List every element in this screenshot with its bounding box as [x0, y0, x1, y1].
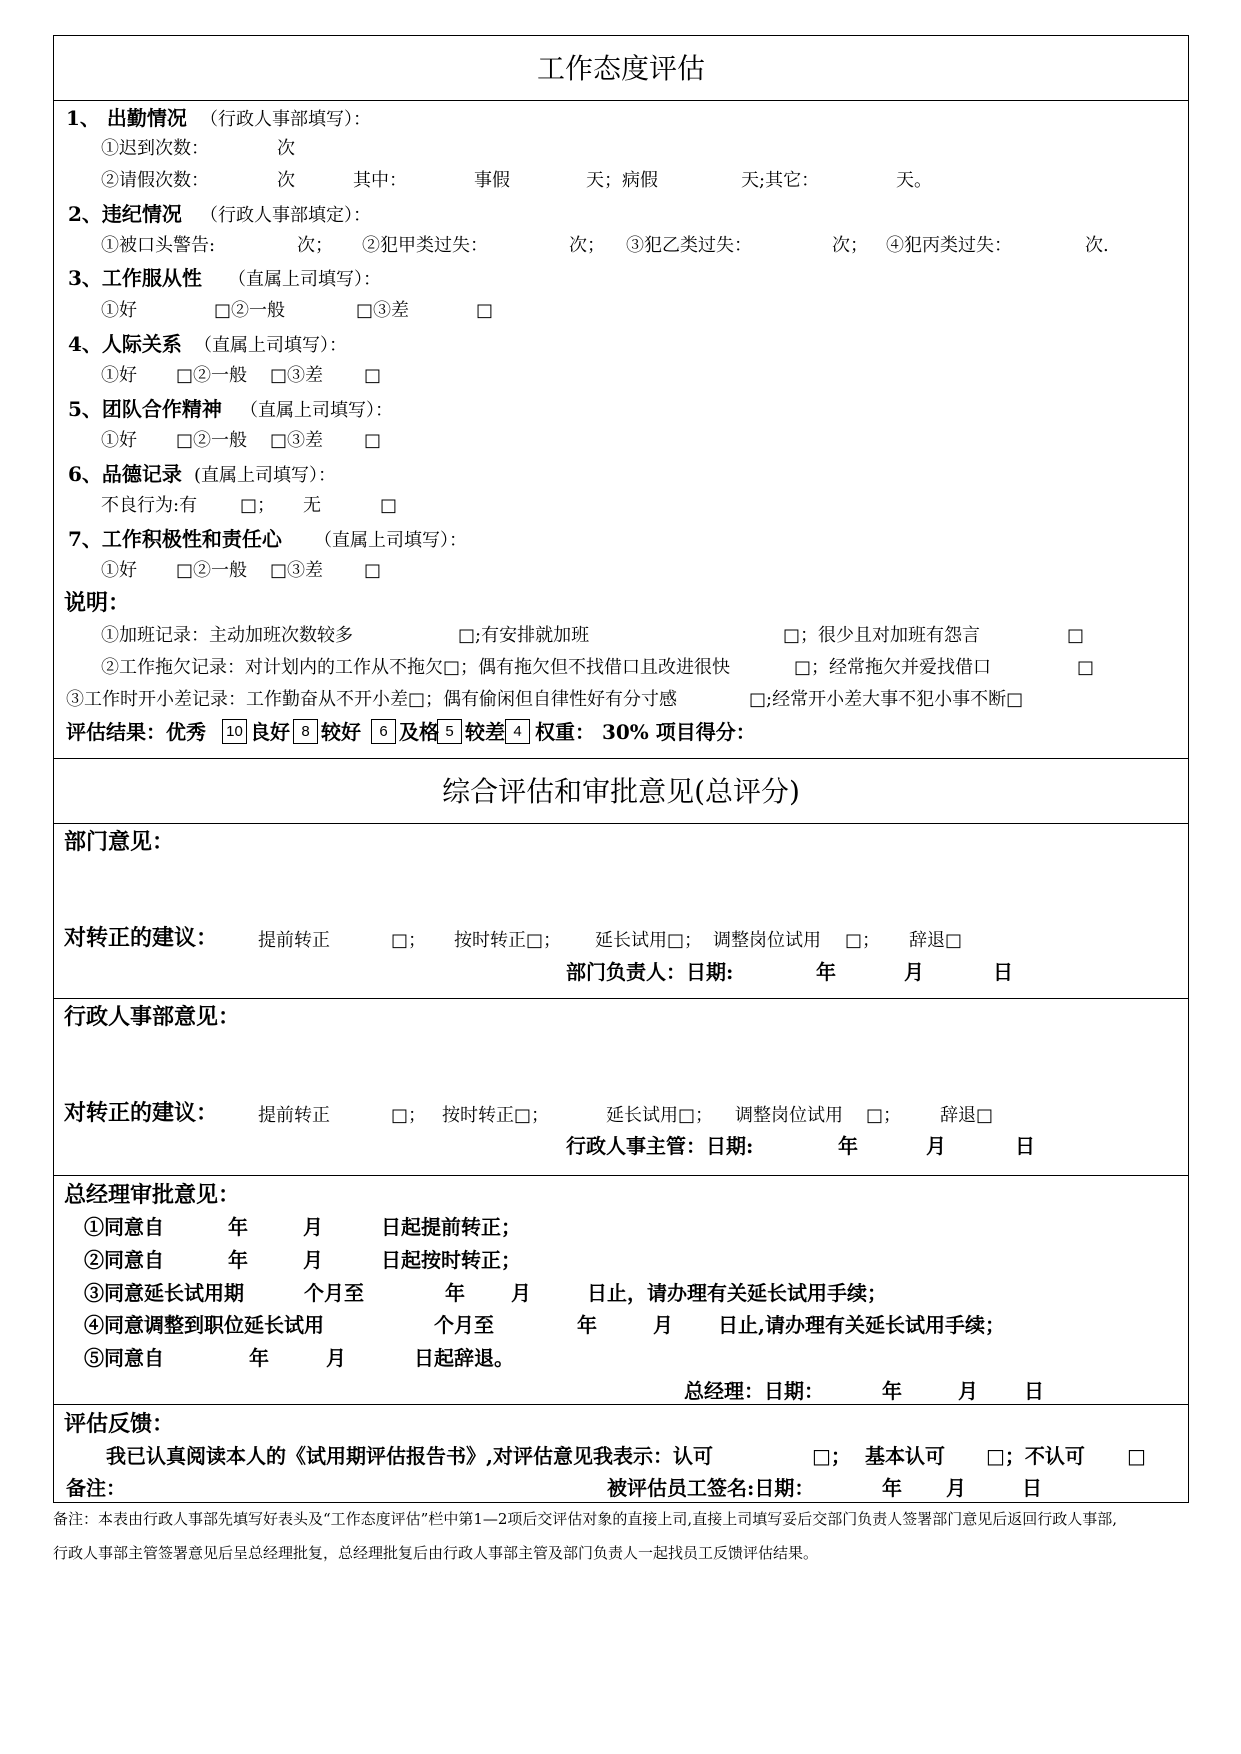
feedback-basic-approve[interactable]: 基本认可	[865, 1444, 945, 1468]
score-excellent: 10	[222, 719, 247, 744]
s3-option-average[interactable]: □②一般	[214, 300, 286, 321]
s3-option-poor[interactable]: □③差	[356, 300, 410, 321]
hr-signature-date: 行政人事主管：日期:	[566, 1134, 754, 1158]
class-b-unit: 次；	[832, 235, 868, 256]
score-good: 8	[293, 719, 318, 744]
pass-label: 及格	[399, 720, 439, 744]
leave-end: 天。	[896, 170, 932, 191]
gm-year: 年	[882, 1379, 902, 1403]
hr-year: 年	[838, 1134, 858, 1158]
gm-l5-month: 月	[326, 1346, 346, 1370]
score-poor: 4	[505, 719, 530, 744]
dept-ontime-option[interactable]: 按时转正□；	[454, 930, 562, 951]
feedback-year: 年	[882, 1476, 902, 1500]
employee-signature-date: 被评估员工签名:日期：	[607, 1476, 815, 1500]
dept-year: 年	[816, 960, 836, 984]
gm-l3-month: 月	[511, 1281, 531, 1305]
dept-adjust-checkbox[interactable]: □；	[845, 930, 881, 951]
hr-day: 日	[1015, 1134, 1035, 1158]
s3-heading: 3、工作服从性	[68, 266, 202, 290]
personal-leave-label: 事假	[474, 170, 510, 191]
gm-l3-year: 年	[445, 1281, 465, 1305]
class-b-label: ③犯乙类过失：	[626, 235, 752, 256]
score-fair: 6	[371, 719, 396, 744]
class-a-label: ②犯甲类过失：	[362, 235, 488, 256]
gm-l4-months-to: 个月至	[434, 1313, 494, 1337]
feedback-disapprove-checkbox[interactable]: □	[1127, 1444, 1146, 1468]
dept-early-checkbox[interactable]: □；	[391, 930, 427, 951]
hr-dismiss-option[interactable]: 辞退□	[940, 1105, 994, 1126]
hr-opinion-heading: 行政人事部意见：	[64, 1004, 241, 1030]
gm-l2-month: 月	[303, 1248, 323, 1272]
s4-note: （直属上司填写）：	[194, 335, 347, 356]
s3-option-good[interactable]: ①好	[101, 300, 137, 321]
late-unit: 次	[277, 138, 295, 159]
s4-heading: 4、人际关系	[68, 332, 182, 356]
feedback-statement: 我已认真阅读本人的《试用期评估报告书》,对评估意见我表示：认可	[106, 1444, 713, 1468]
dept-suggest-label: 对转正的建议：	[64, 925, 219, 951]
gm-l1-month: 月	[303, 1215, 323, 1239]
dept-month: 月	[904, 960, 924, 984]
delay-record-options[interactable]: ②工作拖欠记录：对计划内的工作从不拖欠□；偶有拖欠但不找借口且改进很快	[101, 657, 731, 678]
s3-poor-checkbox[interactable]: □	[476, 300, 494, 321]
misconduct-yes-checkbox[interactable]: □；	[240, 495, 276, 516]
hr-early-option[interactable]: 提前转正	[258, 1105, 330, 1126]
s7-note: （直属上司填写）：	[314, 530, 467, 551]
hr-ontime-option[interactable]: 按时转正□；	[442, 1105, 550, 1126]
feedback-approve-checkbox[interactable]: □；	[812, 1444, 851, 1468]
class-c-label: ④犯丙类过失：	[886, 235, 1012, 256]
divider	[53, 100, 1189, 101]
s5-note: （直属上司填写）：	[240, 400, 393, 421]
s7-poor-checkbox[interactable]: □	[364, 560, 382, 581]
divider	[53, 758, 1189, 759]
feedback-disapprove[interactable]: □；不认可	[986, 1444, 1085, 1468]
dept-dismiss-option[interactable]: 辞退□	[909, 930, 963, 951]
s3-note: （直属上司填写）：	[228, 269, 381, 290]
gm-l1-year: 年	[228, 1215, 248, 1239]
s2-heading: 2、违纪情况	[68, 202, 182, 226]
gm-signature-date: 总经理：日期：	[684, 1379, 824, 1403]
class-c-unit: 次.	[1085, 235, 1109, 256]
gm-option-adjust[interactable]: ④同意调整到职位延长试用	[84, 1313, 324, 1337]
s4-option-average[interactable]: □②一般	[176, 365, 248, 386]
gm-option-ontime[interactable]: ②同意自	[84, 1248, 164, 1272]
s6-note: (直属上司填写）：	[194, 465, 337, 486]
misconduct-yes-label: 不良行为:有	[101, 495, 198, 516]
s7-option-average[interactable]: □②一般	[176, 560, 248, 581]
result-label: 评估结果：优秀	[66, 720, 206, 744]
leave-unit: 次	[277, 170, 295, 191]
hr-month: 月	[926, 1134, 946, 1158]
s5-option-good[interactable]: ①好	[101, 430, 137, 451]
s6-heading: 6、品德记录	[68, 462, 182, 486]
s1-note: （行政人事部填写）：	[200, 109, 371, 130]
divider	[53, 1175, 1189, 1176]
section-title-attitude: 工作态度评估	[536, 52, 705, 85]
gm-l5-year: 年	[249, 1346, 269, 1370]
gm-option-early[interactable]: ①同意自	[84, 1215, 164, 1239]
leave-label: ②请假次数：	[101, 170, 209, 191]
slack-option-frequent[interactable]: □;经常开小差大事不犯小事不断□	[749, 689, 1024, 710]
late-label: ①迟到次数：	[101, 138, 209, 159]
section-title-overall: 综合评估和审批意见(总评分)	[442, 775, 800, 808]
divider	[53, 823, 1189, 824]
verbal-warning-label: ①被口头警告:	[101, 235, 216, 256]
s4-poor-checkbox[interactable]: □	[364, 365, 382, 386]
footnote-line-2: 行政人事部主管签署意见后呈总经理批复，总经理批复后由行政人事部主管及部门负责人一起找员工反馈评估结果。	[53, 1544, 819, 1562]
s5-option-poor[interactable]: □③差	[270, 430, 324, 451]
s4-option-good[interactable]: ①好	[101, 365, 137, 386]
s5-option-average[interactable]: □②一般	[176, 430, 248, 451]
divider	[53, 998, 1189, 999]
s5-poor-checkbox[interactable]: □	[364, 430, 382, 451]
feedback-month: 月	[946, 1476, 966, 1500]
poor-label: 较差	[465, 720, 505, 744]
gm-l2-tail: 日起按时转正；	[381, 1248, 521, 1272]
overtime-option-active[interactable]: ①加班记录：主动加班次数较多	[101, 625, 353, 646]
gm-l2-year: 年	[228, 1248, 248, 1272]
dept-early-option[interactable]: 提前转正	[258, 930, 330, 951]
remark-label: 备注：	[66, 1476, 126, 1500]
dept-day: 日	[993, 960, 1013, 984]
score-pass: 5	[437, 719, 462, 744]
good-label: 良好	[250, 720, 290, 744]
s2-note: （行政人事部填定）：	[200, 205, 371, 226]
other-leave-label: 天;其它：	[741, 170, 820, 191]
s5-heading: 5、团队合作精神	[68, 397, 222, 421]
fair-label: 较好	[321, 720, 361, 744]
gm-l5-tail: 日起辞退。	[414, 1346, 514, 1370]
hr-suggest-label: 对转正的建议：	[64, 1100, 219, 1126]
sick-leave-label: 天；病假	[586, 170, 658, 191]
s7-option-poor[interactable]: □③差	[270, 560, 324, 581]
explain-heading: 说明：	[64, 590, 131, 616]
dept-extend-option[interactable]: 延长试用□；	[595, 930, 703, 951]
divider	[53, 1404, 1189, 1405]
hr-adjust-checkbox[interactable]: □；	[866, 1105, 902, 1126]
delay-option-frequent[interactable]: □；经常拖欠并爱找借口	[794, 657, 992, 678]
misconduct-no-checkbox[interactable]: □	[380, 495, 398, 516]
verbal-warning-unit: 次；	[297, 235, 333, 256]
dept-signature-date: 部门负责人：日期:	[566, 960, 734, 984]
footnote-line-1: 备注：本表由行政人事部先填写好表头及“工作态度评估”栏中第1—2项后交评估对象的直接上司,直接上司填写妥后交部门负责人签署部门意见后返回行政人事部,	[53, 1510, 1117, 1528]
s7-option-good[interactable]: ①好	[101, 560, 137, 581]
gm-l3-tail: 日止，请办理有关延长试用手续；	[587, 1281, 887, 1305]
overtime-option-rare[interactable]: □；很少且对加班有怨言	[783, 625, 981, 646]
weight-and-score: 权重： 30% 项目得分：	[535, 720, 756, 744]
gm-l1-tail: 日起提前转正；	[381, 1215, 521, 1239]
overtime-option-arranged[interactable]: □;有安排就加班	[458, 625, 590, 646]
dept-opinion-heading: 部门意见：	[64, 829, 175, 855]
s7-heading: 7、工作积极性和责任心	[68, 527, 282, 551]
gm-option-extend[interactable]: ③同意延长试用期	[84, 1281, 244, 1305]
gm-l3-months-to: 个月至	[304, 1281, 364, 1305]
hr-early-checkbox[interactable]: □；	[391, 1105, 427, 1126]
dept-adjust-option[interactable]: 调整岗位试用	[713, 930, 821, 951]
hr-extend-option[interactable]: 延长试用□；	[606, 1105, 714, 1126]
class-a-unit: 次；	[569, 235, 605, 256]
gm-month: 月	[958, 1379, 978, 1403]
s4-option-poor[interactable]: □③差	[270, 365, 324, 386]
misconduct-no-label: 无	[303, 495, 321, 516]
gm-l4-tail: 日止,请办理有关延长试用手续；	[718, 1313, 1005, 1337]
overtime-rare-checkbox[interactable]: □	[1067, 625, 1085, 646]
feedback-day: 日	[1022, 1476, 1042, 1500]
gm-day: 日	[1024, 1379, 1044, 1403]
gm-option-dismiss[interactable]: ⑤同意自	[84, 1346, 164, 1370]
gm-opinion-heading: 总经理审批意见：	[64, 1182, 241, 1208]
delay-frequent-checkbox[interactable]: □	[1077, 657, 1095, 678]
feedback-heading: 评估反馈：	[64, 1411, 175, 1437]
of-which-label: 其中：	[353, 170, 407, 191]
gm-l4-year: 年	[577, 1313, 597, 1337]
slack-record-options[interactable]: ③工作时开小差记录：工作勤奋从不开小差□；偶有偷闲但自律性好有分寸感	[66, 689, 678, 710]
hr-adjust-option[interactable]: 调整岗位试用	[735, 1105, 843, 1126]
gm-l4-month: 月	[653, 1313, 673, 1337]
s1-heading: 1、 出勤情况	[66, 106, 187, 130]
